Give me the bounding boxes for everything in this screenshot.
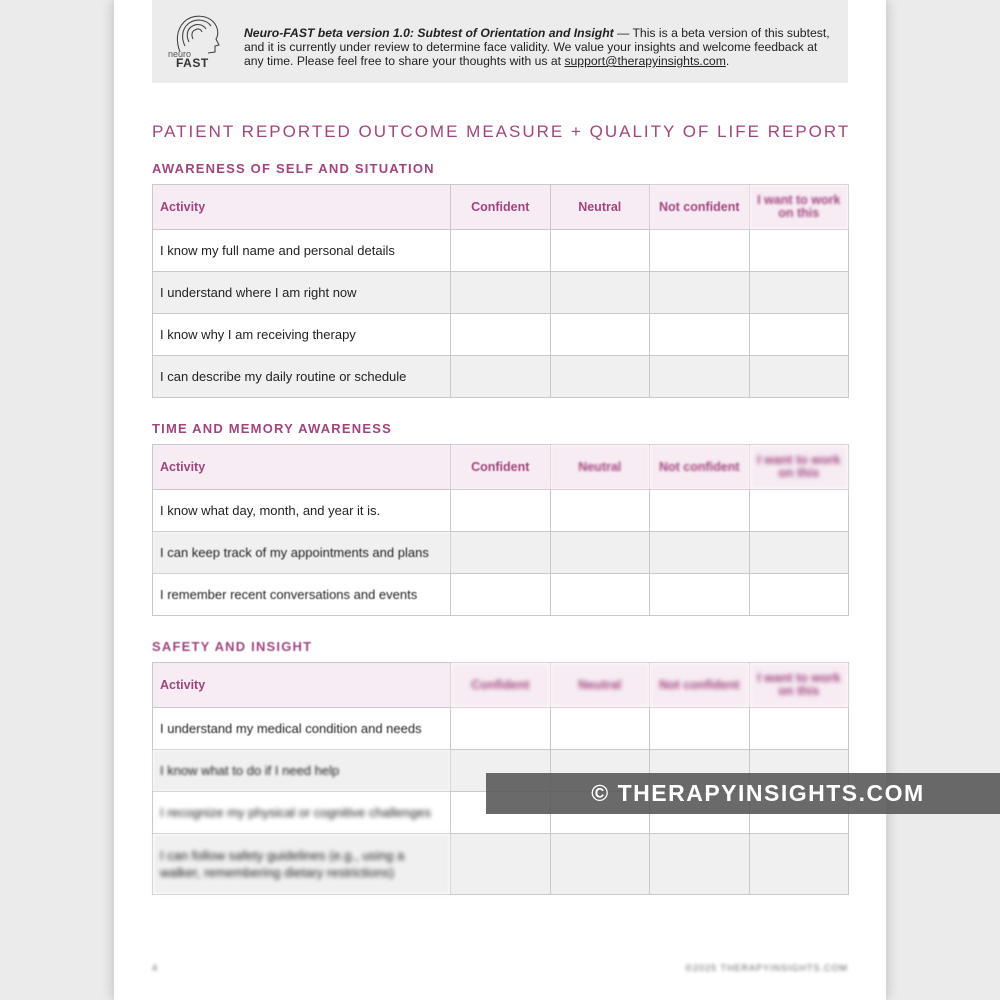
not-confident-cell[interactable] <box>650 314 750 356</box>
activity-cell: I can follow safety guidelines (e.g., using a walker, remembering dietary restrictions) <box>153 834 451 895</box>
not-confident-cell[interactable] <box>650 532 750 574</box>
not-confident-cell[interactable] <box>650 490 750 532</box>
table-header-row <box>153 185 849 230</box>
header-work-on: I want to work on this <box>749 445 849 490</box>
header-confident: Confident <box>451 663 551 708</box>
activity-cell: I know what to do if I need help <box>153 750 451 792</box>
page-number: 4 <box>152 963 158 973</box>
page-title: PATIENT REPORTED OUTCOME MEASURE + QUALITY OF LIFE REPORT <box>152 122 851 141</box>
work-on-cell[interactable] <box>749 532 849 574</box>
neutral-cell[interactable] <box>550 574 650 616</box>
not-confident-cell[interactable] <box>650 834 750 895</box>
confident-cell[interactable] <box>451 272 551 314</box>
neutral-cell[interactable] <box>550 834 650 895</box>
activity-cell: I know why I am receiving therapy <box>153 314 451 356</box>
header-activity: Activity <box>153 445 451 490</box>
support-email-link[interactable]: support@therapyinsights.com <box>564 54 726 68</box>
work-on-cell[interactable] <box>749 356 849 398</box>
work-on-cell[interactable] <box>749 708 849 750</box>
work-on-cell[interactable] <box>749 314 849 356</box>
confident-cell[interactable] <box>451 574 551 616</box>
header-work-on: I want to work on this <box>749 185 849 230</box>
table-header-row <box>153 445 849 490</box>
logo-fast-text: FAST <box>176 56 209 70</box>
confident-cell[interactable] <box>451 708 551 750</box>
table-row <box>153 532 849 574</box>
activity-cell: I know what day, month, and year it is. <box>153 490 451 532</box>
table-header-row <box>153 663 849 708</box>
work-on-cell[interactable] <box>749 230 849 272</box>
section-title-awareness: AWARENESS OF SELF AND SITUATION <box>152 161 435 176</box>
header-not-confident: Not confident <box>650 663 750 708</box>
section-title-safety-insight: SAFETY AND INSIGHT <box>152 639 313 654</box>
header-neutral: Neutral <box>550 445 650 490</box>
header-not-confident: Not confident <box>650 445 750 490</box>
activity-cell: I can keep track of my appointments and plans <box>153 532 451 574</box>
header-not-confident: Not confident <box>650 185 750 230</box>
work-on-cell[interactable] <box>749 490 849 532</box>
header-neutral: Neutral <box>550 663 650 708</box>
neutral-cell[interactable] <box>550 490 650 532</box>
table-row <box>153 834 849 895</box>
activity-cell: I recognize my physical or cognitive challenges <box>153 792 451 834</box>
table-row <box>153 356 849 398</box>
work-on-cell[interactable] <box>749 574 849 616</box>
table-row <box>153 708 849 750</box>
table-row <box>153 490 849 532</box>
not-confident-cell[interactable] <box>650 230 750 272</box>
work-on-cell[interactable] <box>749 272 849 314</box>
header-activity: Activity <box>153 663 451 708</box>
header-confident: Confident <box>451 185 551 230</box>
table-row <box>153 272 849 314</box>
logo-neuro-text: neuro <box>168 49 192 59</box>
header-neutral: Neutral <box>550 185 650 230</box>
not-confident-cell[interactable] <box>650 574 750 616</box>
beta-notice-title: Neuro-FAST beta version 1.0: Subtest of Orientation and Insight <box>244 26 614 40</box>
table-row <box>153 574 849 616</box>
neutral-cell[interactable] <box>550 708 650 750</box>
work-on-cell[interactable] <box>749 834 849 895</box>
time-memory-table <box>152 444 849 616</box>
section-title-time-memory: TIME AND MEMORY AWARENESS <box>152 421 392 436</box>
neutral-cell[interactable] <box>550 314 650 356</box>
neutral-cell[interactable] <box>550 532 650 574</box>
activity-cell: I can describe my daily routine or schedule <box>153 356 451 398</box>
footer-copyright: ©2025 THERAPYINSIGHTS.COM <box>685 963 848 973</box>
confident-cell[interactable] <box>451 230 551 272</box>
confident-cell[interactable] <box>451 490 551 532</box>
beta-notice-text <box>244 26 834 68</box>
confident-cell[interactable] <box>451 834 551 895</box>
neuro-fast-logo <box>166 12 238 74</box>
not-confident-cell[interactable] <box>650 708 750 750</box>
activity-cell: I understand where I am right now <box>153 272 451 314</box>
neutral-cell[interactable] <box>550 272 650 314</box>
awareness-table <box>152 184 849 398</box>
table-row <box>153 314 849 356</box>
table-row <box>153 230 849 272</box>
confident-cell[interactable] <box>451 314 551 356</box>
neutral-cell[interactable] <box>550 230 650 272</box>
activity-cell: I know my full name and personal details <box>153 230 451 272</box>
header-work-on: I want to work on this <box>749 663 849 708</box>
not-confident-cell[interactable] <box>650 272 750 314</box>
copyright-watermark: © THERAPYINSIGHTS.COM <box>486 773 1000 814</box>
not-confident-cell[interactable] <box>650 356 750 398</box>
activity-cell: I remember recent conversations and events <box>153 574 451 616</box>
beta-notice-body: — This is a beta version of this subtest, and it is currently under review to determine face validity. We value your insights and welcome feedback at any time. Please feel free to share your thoughts with us at <box>244 26 830 68</box>
header-confident: Confident <box>451 445 551 490</box>
header-activity: Activity <box>153 185 451 230</box>
confident-cell[interactable] <box>451 356 551 398</box>
activity-cell: I understand my medical condition and needs <box>153 708 451 750</box>
beta-notice-end: . <box>725 54 730 68</box>
neutral-cell[interactable] <box>550 356 650 398</box>
confident-cell[interactable] <box>451 532 551 574</box>
